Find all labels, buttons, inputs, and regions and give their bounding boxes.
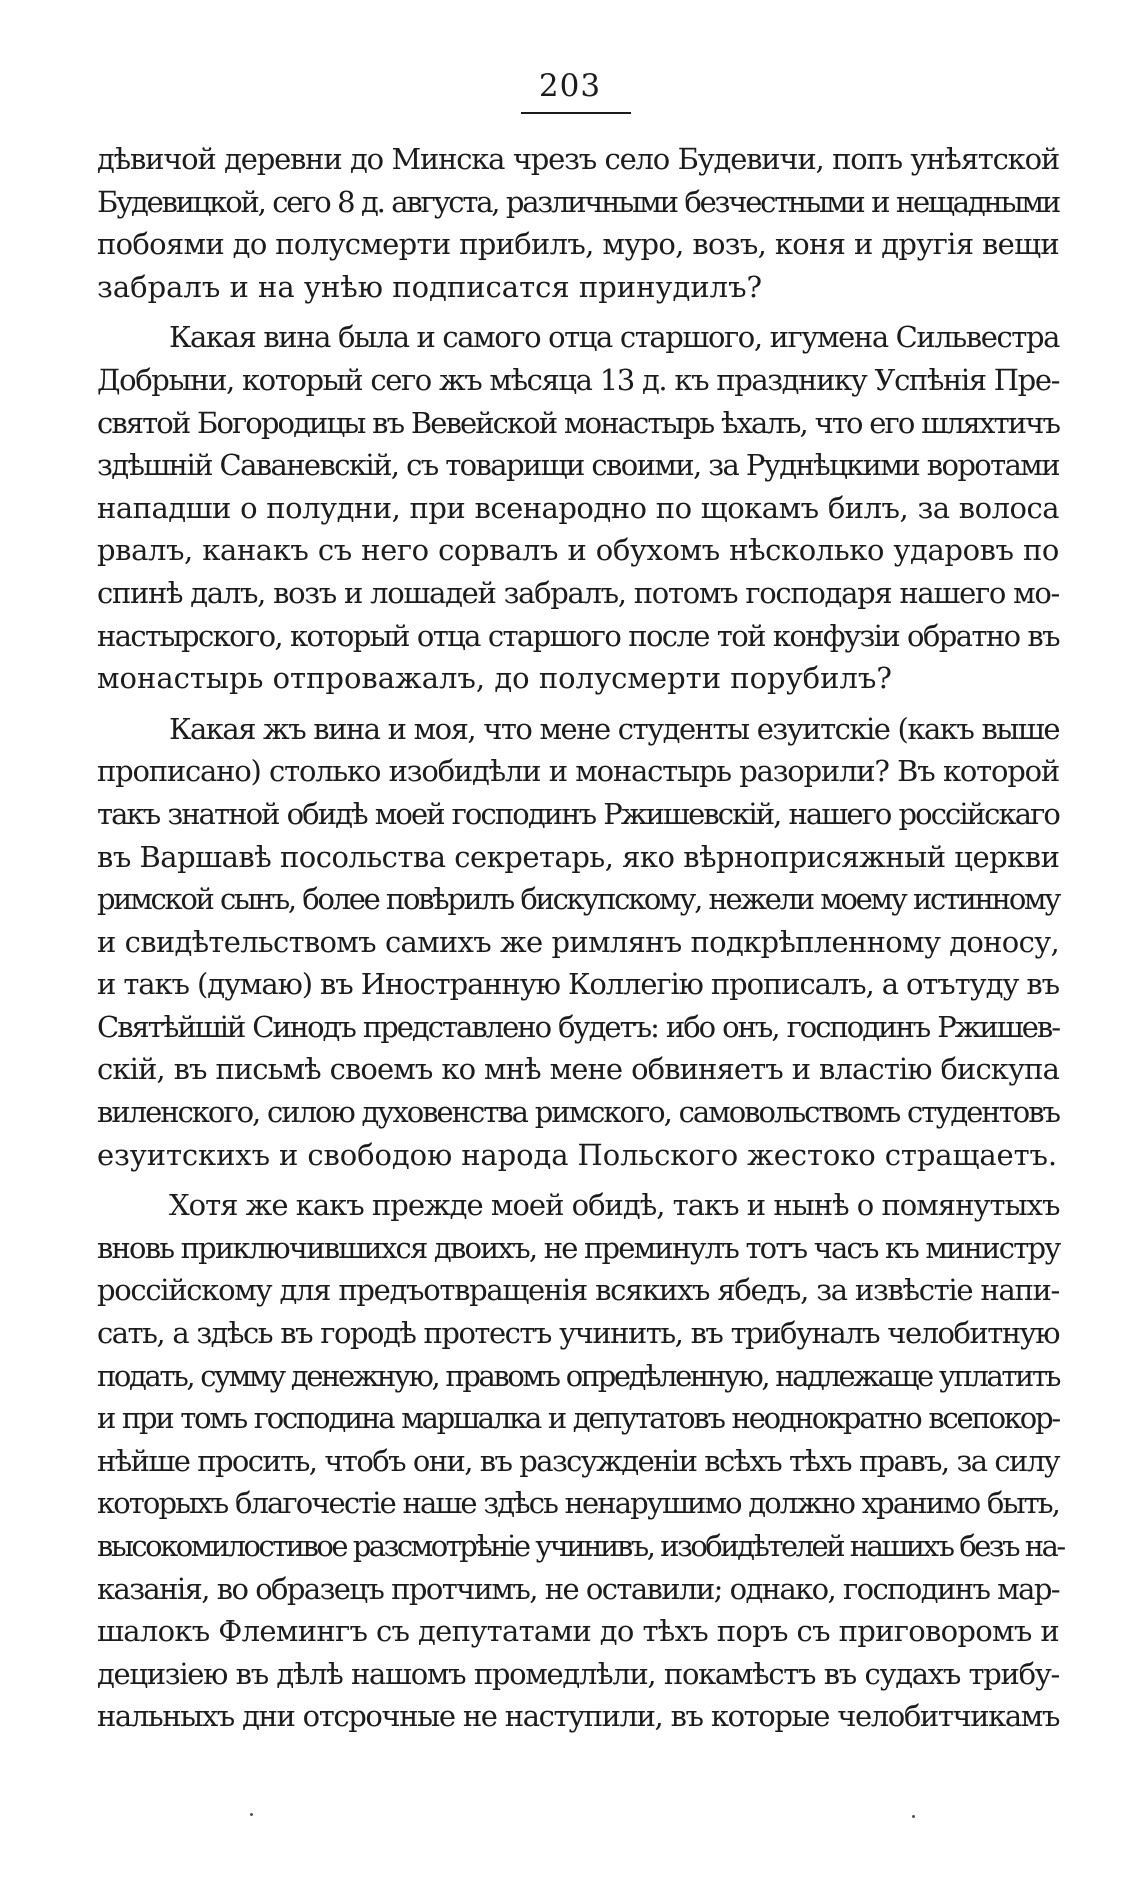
text-line: подать, сумму денежную, правомъ опредѣленную, надлежаще уплатить — [97, 1358, 1059, 1393]
text-line: вновь приключившихся двоихъ, не преминулъ тотъ часъ къ министру — [97, 1230, 1060, 1265]
text-line: нальныхъ дни отсрочные не наступили, въ которые челобитчикамъ — [97, 1699, 1059, 1734]
text-line: забралъ и на унѣю подписатся принудилъ? — [97, 269, 763, 304]
text-line: и при томъ господина маршалка и депутатовъ неоднократно всепокор- — [97, 1401, 1059, 1436]
text-line: высокомилостивое разсмотрѣніе учинивъ, изобидѣтелей нашихъ безъ на- — [97, 1529, 1064, 1563]
text-line: дѣвичой деревни до Минска чрезъ село Будевичи, попъ унѣятской — [97, 142, 1059, 176]
text-line: шалокъ Флемингъ съ депутатами до тѣхъ поръ съ приговоромъ и — [97, 1614, 1059, 1649]
text-line: въ Варшавѣ посольства секретарь, яко вѣрноприсяжный церкви — [97, 839, 1060, 874]
text-line: монастырь отпроважалъ, до полусмерти порубилъ? — [97, 661, 892, 696]
print-speck — [912, 1815, 915, 1818]
page-number: 203 — [538, 68, 602, 104]
text-line: нѣйше просить, чтобъ они, въ разсужденіи всѣхъ тѣхъ правъ, за силу — [97, 1443, 1059, 1478]
paragraph-1 — [97, 138, 1059, 308]
text-line: скій, въ письмѣ своемъ ко мнѣ мене обвиняетъ и властію бискупа — [97, 1052, 1059, 1087]
text-line: побоями до полусмерти прибилъ, муро, возъ, коня и другія вещи — [97, 227, 1059, 262]
text-line: виленского, силою духовенства римского, самовольствомъ студентовъ — [97, 1095, 1059, 1130]
text-line: сать, а здѣсь въ городѣ протестъ учинить, въ трибуналъ челобитную — [97, 1316, 1059, 1351]
text-column — [97, 138, 1064, 1738]
text-line: езуитскихъ и свободою народа Польского жестоко стращаетъ. — [97, 1137, 1058, 1172]
text-line: и свидѣтельствомъ самихъ же римлянъ подкрѣпленному доносу, — [97, 924, 1059, 959]
text-line: здѣшній Саваневскій, съ товарищи своими, за Руднѣцкими воротами — [97, 448, 1059, 483]
text-line: римской сынъ, более повѣрилъ бискупскому, нежели моему истинному — [97, 882, 1059, 917]
text-line: Добрыни, который сего жъ мѣсяца 13 д. къ празднику Успѣнія Пре- — [97, 362, 1059, 397]
page-number-rule — [521, 112, 631, 114]
text-line: децизіею въ дѣлѣ нашомъ промедлѣли, покамѣстъ въ судахъ трибу- — [97, 1656, 1059, 1691]
text-line: нападши о полудни, при всенародно по щокамъ билъ, за волоса — [97, 490, 1059, 525]
text-line: россійскому для предъотвращенія всякихъ ябедъ, за извѣстіе напи- — [97, 1273, 1059, 1308]
text-line: Какая жъ вина и моя, что мене студенты езуитскіе (какъ выше — [169, 711, 1059, 746]
text-line: которыхъ благочестіе наше здѣсь ненарушимо должно хранимо быть, — [97, 1486, 1059, 1521]
text-line: спинѣ далъ, возъ и лошадей забралъ, потомъ господаря нашего мо- — [97, 575, 1059, 610]
text-line: и такъ (думаю) въ Иностранную Коллегію прописалъ, а отътуду въ — [97, 967, 1059, 1002]
text-line: Будевицкой, сего 8 д. августа, различными безчестными и нещадными — [97, 184, 1059, 219]
text-line: Какая вина была и самого отца старшого, игумена Сильвестра — [169, 320, 1059, 355]
text-line: святой Богородицы въ Вевейской монастырь ѣхалъ, что его шляхтичъ — [97, 405, 1059, 440]
text-line: настырского, который отца старшого после той конфузіи обратно въ — [97, 618, 1059, 653]
paragraph-4 — [97, 1184, 1064, 1738]
text-line: рвалъ, канакъ съ него сорвалъ и обухомъ нѣсколько ударовъ по — [97, 533, 1059, 568]
text-line: Святѣйшій Синодъ представлено будетъ: ибо онъ, господинъ Ржишев- — [97, 1009, 1059, 1044]
text-line: прописано) столько изобидѣли и монастырь разорили? Въ которой — [97, 754, 1059, 789]
paragraph-3 — [97, 708, 1059, 1177]
text-line: такъ знатной обидѣ моей господинъ Ржишевскій, нашего россійскаго — [97, 796, 1059, 831]
paragraph-2 — [97, 316, 1059, 699]
text-line: казанія, во образецъ протчимъ, не оставили; однако, господинъ мар- — [97, 1571, 1059, 1606]
print-speck — [250, 1813, 253, 1816]
text-line: Хотя же какъ прежде моей обидѣ, такъ и нынѣ о помянутыхъ — [169, 1188, 1060, 1223]
